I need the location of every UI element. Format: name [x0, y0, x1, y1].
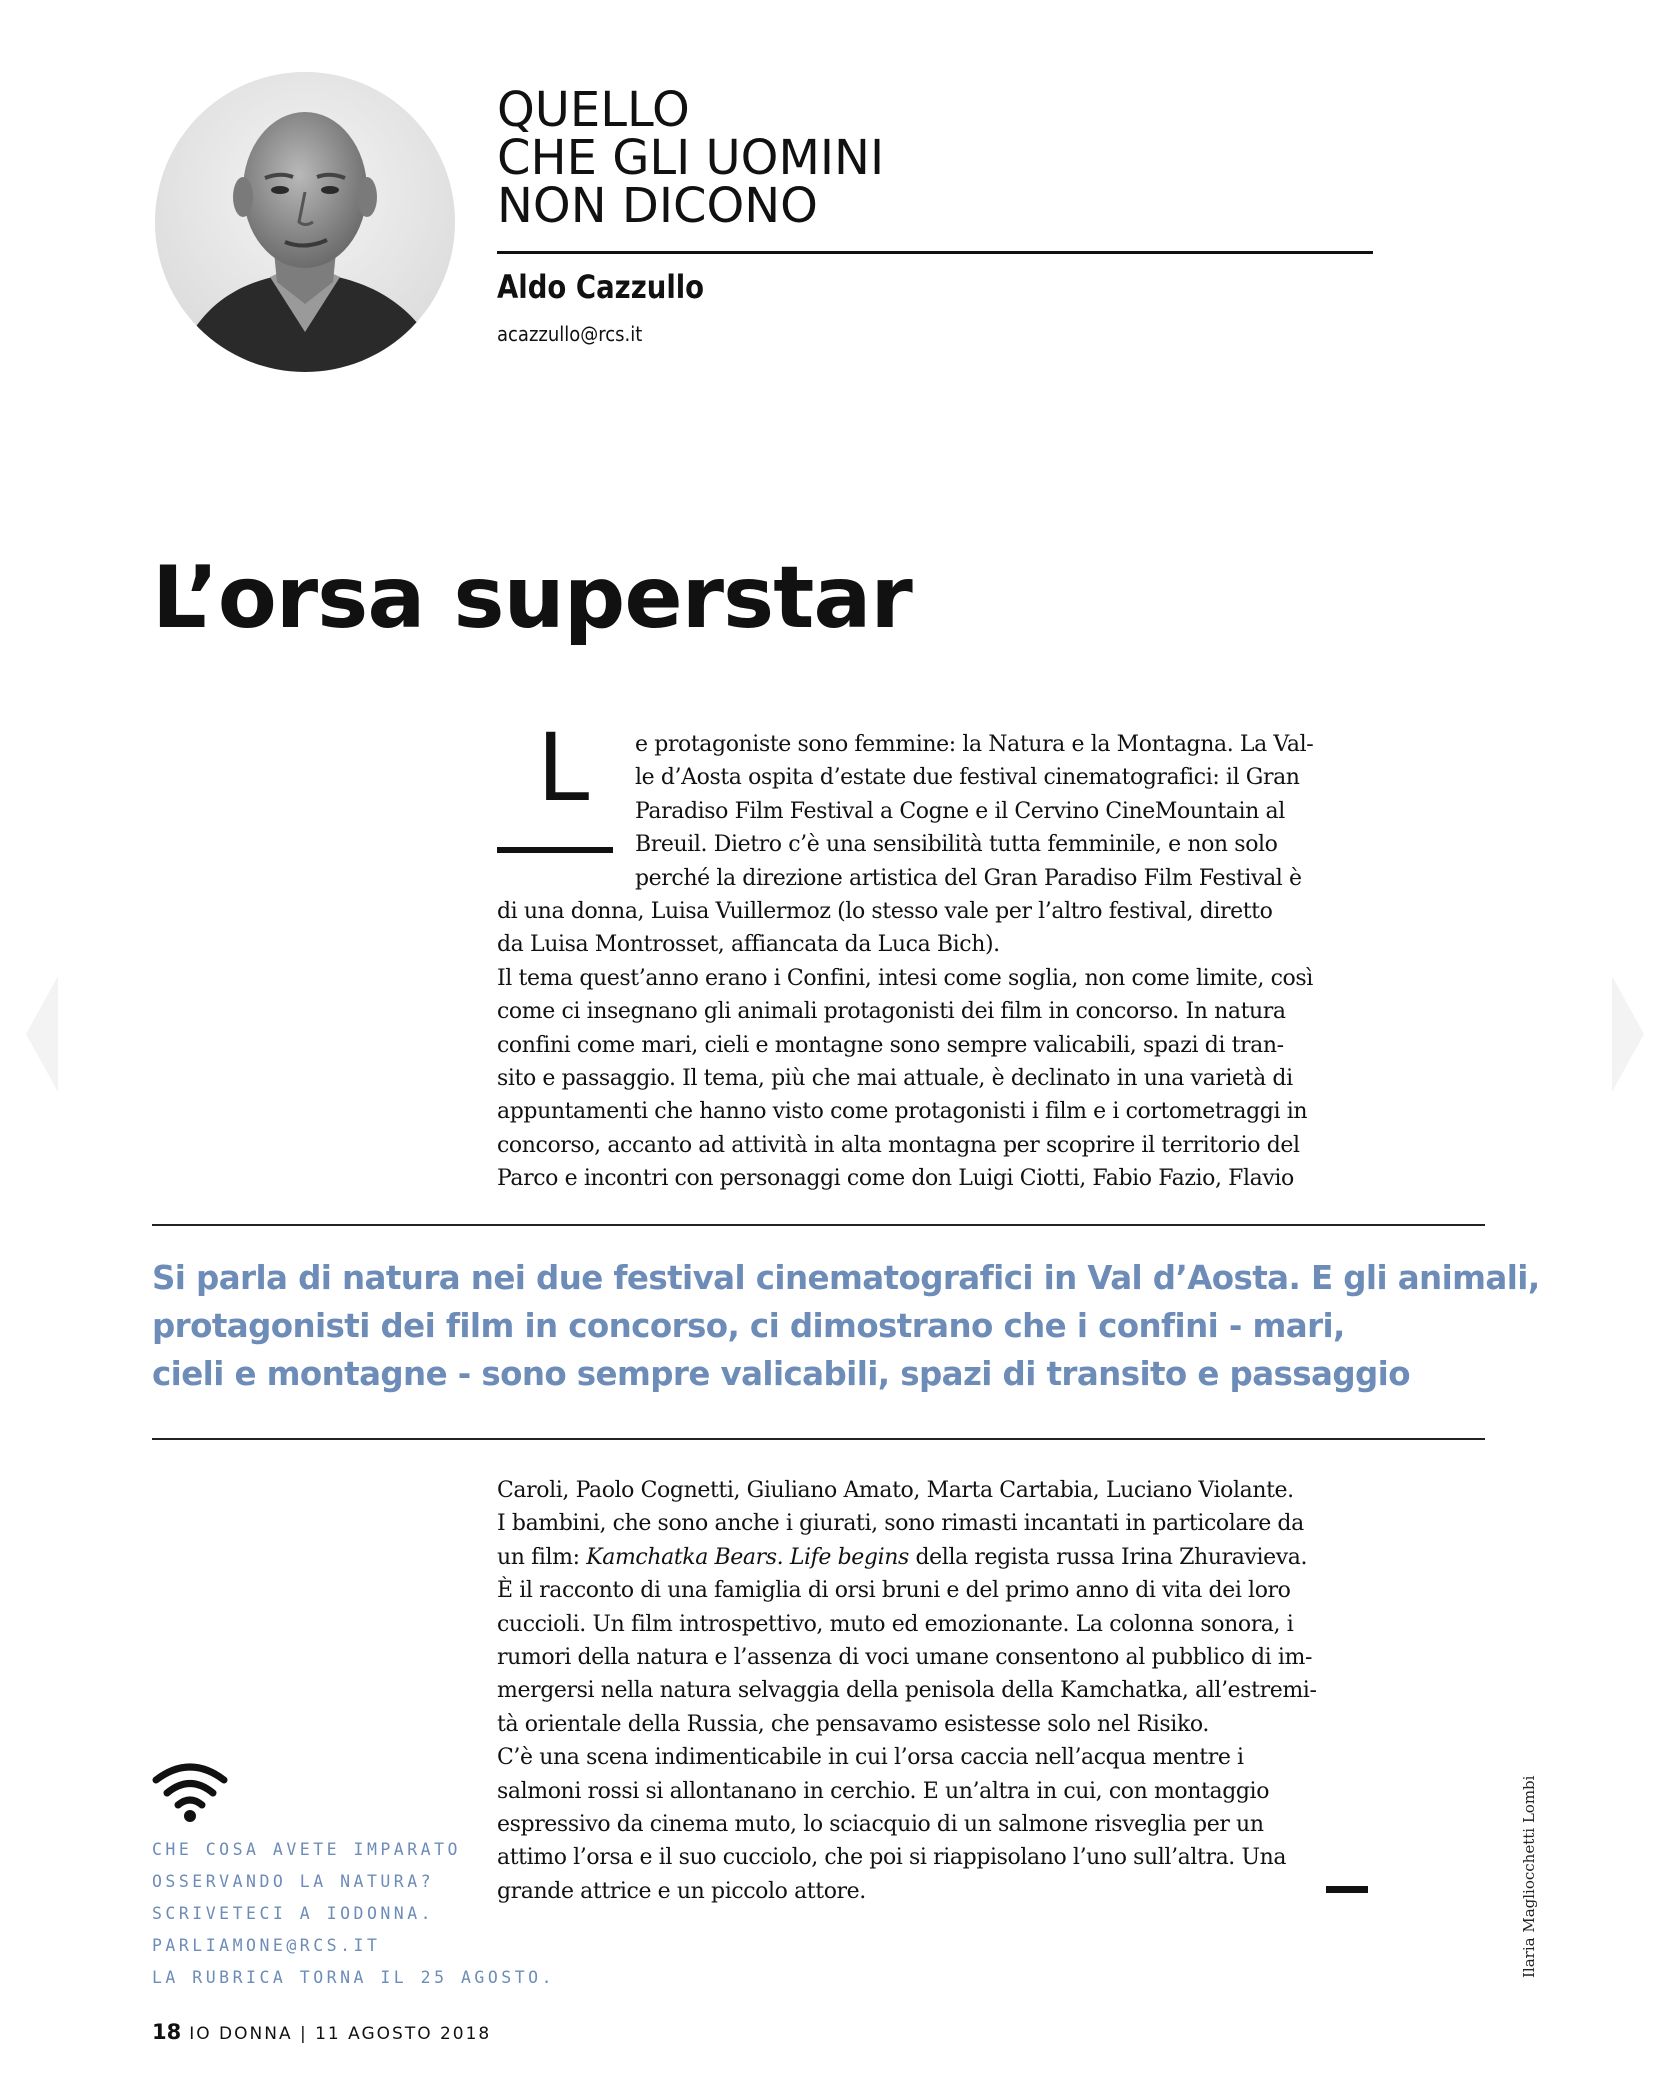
wifi-icon [152, 1760, 228, 1822]
page-number: 18 [152, 2020, 182, 2044]
article-headline: L’orsa superstar [152, 548, 912, 648]
body-line: Parco e incontri con personaggi come don Luigi Ciotti, Fabio Fazio, Flavio [497, 1166, 1294, 1192]
body-line: cuccioli. Un film introspettivo, muto ed emozionante. La colonna sonora, i [497, 1611, 1294, 1637]
body-line: attimo l’orsa e il suo cucciolo, che poi si riappisolano l’uno sull’altra. Una [497, 1845, 1287, 1871]
body-line: le d’Aosta ospita d’estate due festival cinematografici: il Gran [635, 765, 1300, 791]
article-end-mark [1326, 1886, 1368, 1893]
author-email[interactable]: acazzullo@rcs.it [497, 322, 643, 346]
body-line: concorso, accanto ad attività in alta montagna per scoprire il territorio del [497, 1132, 1300, 1158]
body-line: come ci insegnano gli animali protagonisti dei film in concorso. In natura [497, 999, 1286, 1025]
reader-prompt-line: CHE COSA AVETE IMPARATO [152, 1840, 461, 1859]
film-title: Kamchatka Bears. Life begins [586, 1544, 909, 1570]
body-line: grande attrice e un piccolo attore. [497, 1878, 866, 1904]
next-page-arrow[interactable] [1612, 976, 1644, 1092]
body-line: e protagoniste sono femmine: la Natura e la Montagna. La Val- [635, 732, 1314, 757]
body-line: perché la direzione artistica del Gran Paradiso Film Festival è [635, 865, 1302, 891]
body-line [497, 1541, 1377, 1574]
previous-page-arrow[interactable] [26, 976, 58, 1092]
body-line: tà orientale della Russia, che pensavamo esistesse solo nel Risiko. [497, 1711, 1209, 1737]
body-line: Caroli, Paolo Cognetti, Giuliano Amato, Marta Cartabia, Luciano Violante. [497, 1478, 1294, 1503]
pull-quote [152, 1254, 1540, 1398]
reader-prompt-line: OSSERVANDO LA NATURA? [152, 1872, 435, 1891]
pull-quote-line: Si parla di natura nei due festival cinematografici in Val d’Aosta. E gli animali, [152, 1259, 1540, 1297]
reader-prompt-line: LA RUBRICA TORNA IL 25 AGOSTO. [152, 1968, 556, 1987]
author-avatar [155, 72, 455, 372]
title-divider [497, 251, 1373, 254]
body-line: appuntamenti che hanno visto come protagonisti i film e i cortometraggi in [497, 1099, 1308, 1125]
pull-quote-bottom-rule [152, 1438, 1485, 1440]
body-line: Paradiso Film Festival a Cogne e il Cervino CineMountain al [635, 798, 1285, 824]
photo-credit: Ilaria Magliocchetti Lombi [1520, 1775, 1538, 1978]
drop-cap: L [536, 714, 590, 823]
pull-quote-line: protagonisti dei film in concorso, ci dimostrano che i confini - mari, [152, 1307, 1345, 1345]
column-title [497, 82, 1377, 234]
body-line: da Luisa Montrosset, affiancata da Luca Bich). [497, 932, 1000, 958]
body-line: rumori della natura e l’assenza di voci umane consentono al pubblico di im- [497, 1644, 1312, 1670]
body-line: di una donna, Luisa Vuillermoz (lo stesso vale per l’altro festival, diretto [497, 898, 1273, 924]
reader-prompt [152, 1834, 555, 1994]
pull-quote-top-rule [152, 1224, 1485, 1226]
body-line: C’è una scena indimenticabile in cui l’orsa caccia nell’acqua mentre i [497, 1745, 1244, 1771]
author-name: Aldo Cazzullo [497, 268, 705, 306]
body-line: Il tema quest’anno erano i Confini, intesi come soglia, non come limite, così [497, 965, 1313, 991]
column-title-line: NON DICONO [497, 178, 818, 234]
body-line: Breuil. Dietro c’è una sensibilità tutta femminile, e non solo [635, 832, 1278, 858]
body-line: salmoni rossi si allontanano in cerchio. E un’altra in cui, con montaggio [497, 1778, 1270, 1804]
author-portrait [155, 72, 455, 372]
body-line: sito e passaggio. Il tema, più che mai attuale, è declinato in una varietà di [497, 1065, 1293, 1091]
article-body-part-2 [497, 1474, 1377, 1908]
body-line: confini come mari, cieli e montagne sono sempre valicabili, spazi di tran- [497, 1032, 1284, 1058]
pull-quote-line: cieli e montagne - sono sempre valicabili, spazi di transito e passaggio [152, 1355, 1410, 1393]
reader-prompt-email[interactable]: PARLIAMONE@RCS.IT [152, 1936, 381, 1955]
reader-prompt-line: SCRIVETECI A IODONNA. [152, 1904, 435, 1923]
body-line: I bambini, che sono anche i giurati, sono rimasti incantati in particolare da [497, 1511, 1304, 1537]
article-body-part-1 [497, 728, 1377, 1195]
page-footer [152, 2020, 491, 2044]
column-title-line: CHE GLI UOMINI [497, 130, 885, 186]
body-line: mergersi nella natura selvaggia della penisola della Kamchatka, all’estremi- [497, 1678, 1317, 1704]
body-text: un film: [497, 1544, 587, 1570]
body-line: espressivo da cinema muto, lo sciacquio di un salmone risveglia per un [497, 1811, 1264, 1837]
publication-info: IO DONNA | 11 AGOSTO 2018 [189, 2024, 492, 2044]
body-line: È il racconto di una famiglia di orsi bruni e del primo anno di vita dei loro [497, 1578, 1291, 1604]
column-title-line: QUELLO [497, 82, 690, 138]
body-text: della regista russa Irina Zhuravieva. [908, 1544, 1308, 1570]
